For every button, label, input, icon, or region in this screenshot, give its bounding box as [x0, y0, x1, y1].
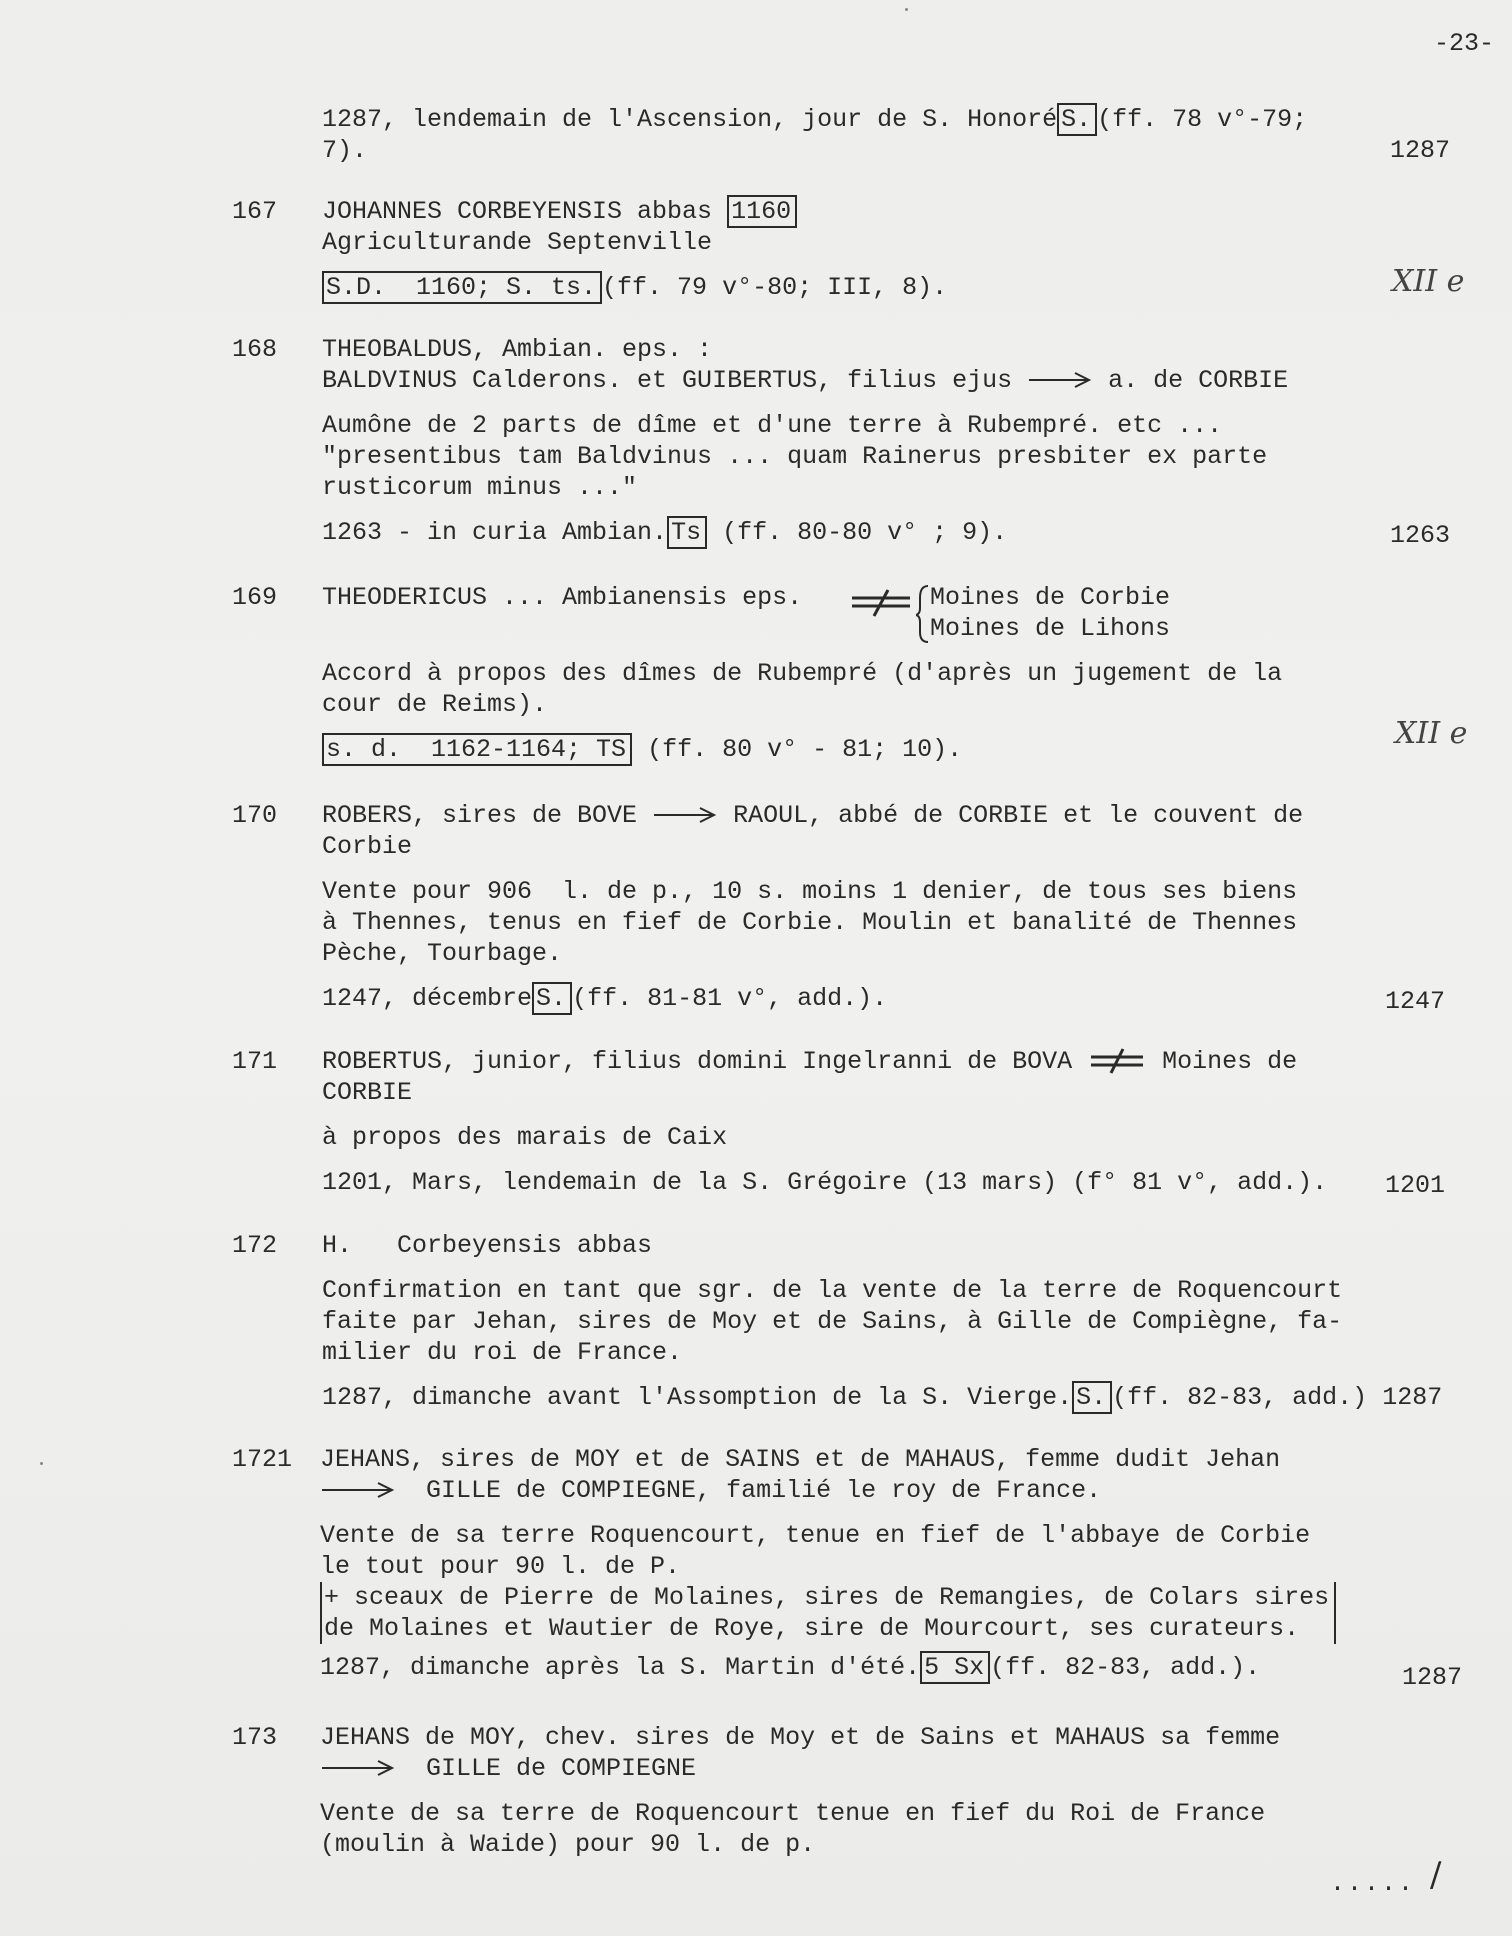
entry-summary: Pèche, Tourbage. [322, 939, 563, 968]
entry-head: JEHANS de MOY, chev. sires de Moy et de Sains et MAHAUS sa femme [320, 1723, 1281, 1752]
entry-citation: (ff. 79 v°-80; III, 8). [602, 273, 948, 302]
entry-head: GILLE de COMPIEGNE [426, 1754, 697, 1783]
entry-date: 1287 [1402, 1663, 1463, 1692]
entry-summary: à propos des marais de Caix [322, 1123, 728, 1152]
entry-date: 1247 [1385, 987, 1446, 1016]
entry-date: 1287 [1382, 1383, 1443, 1412]
entry-citation: 1263 - in curia Ambian. [322, 518, 668, 547]
right-arrow-icon [320, 1480, 396, 1500]
entry-summary: Confirmation en tant que sgr. de la vente de la terre de Roquencourt [322, 1276, 1343, 1305]
entry-number: 170 [232, 801, 278, 830]
entry-summary: rusticorum minus ..." [322, 473, 638, 502]
seal-box: S. [532, 982, 572, 1015]
party: Moines de Lihons [930, 614, 1171, 643]
entry-head: Agriculturande Septenville [322, 228, 713, 257]
paper-speck [905, 8, 908, 11]
paper-speck [40, 1462, 43, 1465]
date-box: 1160 [727, 195, 797, 228]
entry-head: JOHANNES CORBEYENSIS abbas [322, 197, 713, 226]
entry-head: THEODERICUS ... Ambianensis eps. [322, 583, 803, 612]
margin-note: XII e [1392, 264, 1465, 299]
entry-line: 7). [322, 136, 368, 165]
dispute-sign-icon [848, 588, 918, 618]
seal-box: 5 Sx [920, 1651, 990, 1684]
entry-summary: milier du roi de France. [322, 1338, 683, 1367]
entry-number: 169 [232, 583, 278, 612]
entry-head: THEOBALDUS, Ambian. eps. : [322, 335, 713, 364]
entry-summary: Vente de sa terre de Roquencourt tenue en fief du Roi de France [320, 1799, 1266, 1828]
entry-summary: faite par Jehan, sires de Moy et de Sains, à Gille de Compiègne, fa- [322, 1307, 1343, 1336]
entry-head: ROBERS, sires de BOVE [322, 801, 638, 830]
entry-head: JEHANS, sires de MOY et de SAINS et de MAHAUS, femme dudit Jehan [320, 1445, 1281, 1474]
entry-citation: (ff. 82-83, add.). [990, 1653, 1261, 1682]
handwritten-slash: / [1430, 1855, 1442, 1895]
entry-citation: 1287, dimanche après la S. Martin d'été. [320, 1653, 921, 1682]
entry-summary: (moulin à Waide) pour 90 l. de p. [320, 1830, 816, 1859]
entry-summary: Vente de sa terre Roquencourt, tenue en fief de l'abbaye de Corbie [320, 1521, 1311, 1550]
entry-summary: Aumône de 2 parts de dîme et d'une terre à Rubempré. etc ... [322, 411, 1223, 440]
entry-head: GILLE de COMPIEGNE, familié le roy de France. [426, 1476, 1102, 1505]
entry-line: 1287, lendemain de l'Ascension, jour de S. Honoré [322, 105, 1058, 134]
seal-box: S. [1072, 1381, 1112, 1414]
seal-box: s. d. 1162-1164; TS [322, 733, 632, 766]
margin-note: XII e [1395, 716, 1468, 751]
entry-summary: le tout pour 90 l. de P. [320, 1552, 681, 1581]
entry-number: 173 [232, 1723, 278, 1752]
entry-head: BALDVINUS Calderons. et GUIBERTUS, filius ejus [322, 366, 1013, 395]
entry-head: a. de CORBIE [1108, 366, 1289, 395]
right-arrow-icon [1027, 370, 1093, 390]
entry-head: Corbie [322, 832, 413, 861]
seal-box: S.D. 1160; S. ts. [322, 271, 602, 304]
entry-head: Moines de [1162, 1047, 1298, 1076]
party: Moines de Corbie [930, 583, 1171, 612]
entry-citation: (ff. 78 v°-79; [1097, 105, 1308, 134]
right-arrow-icon [320, 1758, 396, 1778]
dispute-sign-icon [1087, 1048, 1147, 1074]
entry-citation: (ff. 80-80 v° ; 9). [722, 518, 1008, 547]
entry-date: 1287 [1390, 136, 1451, 165]
entry-summary: "presentibus tam Baldvinus ... quam Rainerus presbiter ex parte [322, 442, 1268, 471]
entry-head: RAOUL, abbé de CORBIE et le couvent de [733, 801, 1304, 830]
seal-box: Ts [667, 516, 707, 549]
entry-head: ROBERTUS, junior, filius domini Ingelranni de BOVA [322, 1047, 1073, 1076]
entry-summary: cour de Reims). [322, 690, 548, 719]
entry-citation: (ff. 80 v° - 81; 10). [647, 735, 963, 764]
entry-number: 171 [232, 1047, 278, 1076]
seals-bracket [320, 1582, 1336, 1644]
entry-citation: 1201, Mars, lendemain de la S. Grégoire (13 mars) (f° 81 v°, add.). [322, 1168, 1328, 1197]
page-number: -23- [1433, 29, 1494, 58]
entry-summary: à Thennes, tenus en fief de Corbie. Moulin et banalité de Thennes [322, 908, 1298, 937]
entry-summary: + sceaux de Pierre de Molaines, sires de Remangies, de Colars sires [324, 1583, 1330, 1612]
entry-citation: (ff. 82-83, add.) [1112, 1383, 1368, 1412]
entry-number: 167 [232, 197, 278, 226]
continuation-dots: ..... [1330, 1869, 1416, 1898]
seal-box: S. [1057, 103, 1097, 136]
entry-head: H. Corbeyensis abbas [322, 1231, 653, 1260]
right-arrow-icon [652, 805, 718, 825]
entry-citation: (ff. 81-81 v°, add.). [572, 984, 888, 1013]
entry-citation: 1287, dimanche avant l'Assomption de la S. Vierge. [322, 1383, 1073, 1412]
entry-number: 168 [232, 335, 278, 364]
entry-number: 1721 [232, 1445, 293, 1474]
entry-summary: Vente pour 906 l. de p., 10 s. moins 1 denier, de tous ses biens [322, 877, 1298, 906]
entry-citation: 1247, décembre [322, 984, 533, 1013]
entry-head: CORBIE [322, 1078, 413, 1107]
entry-date: 1201 [1385, 1171, 1446, 1200]
entry-summary: de Molaines et Wautier de Roye, sire de Mourcourt, ses curateurs. [324, 1614, 1300, 1643]
entry-date: 1263 [1390, 521, 1451, 550]
entry-number: 172 [232, 1231, 278, 1260]
entry-summary: Accord à propos des dîmes de Rubempré (d'après un jugement de la [322, 659, 1283, 688]
